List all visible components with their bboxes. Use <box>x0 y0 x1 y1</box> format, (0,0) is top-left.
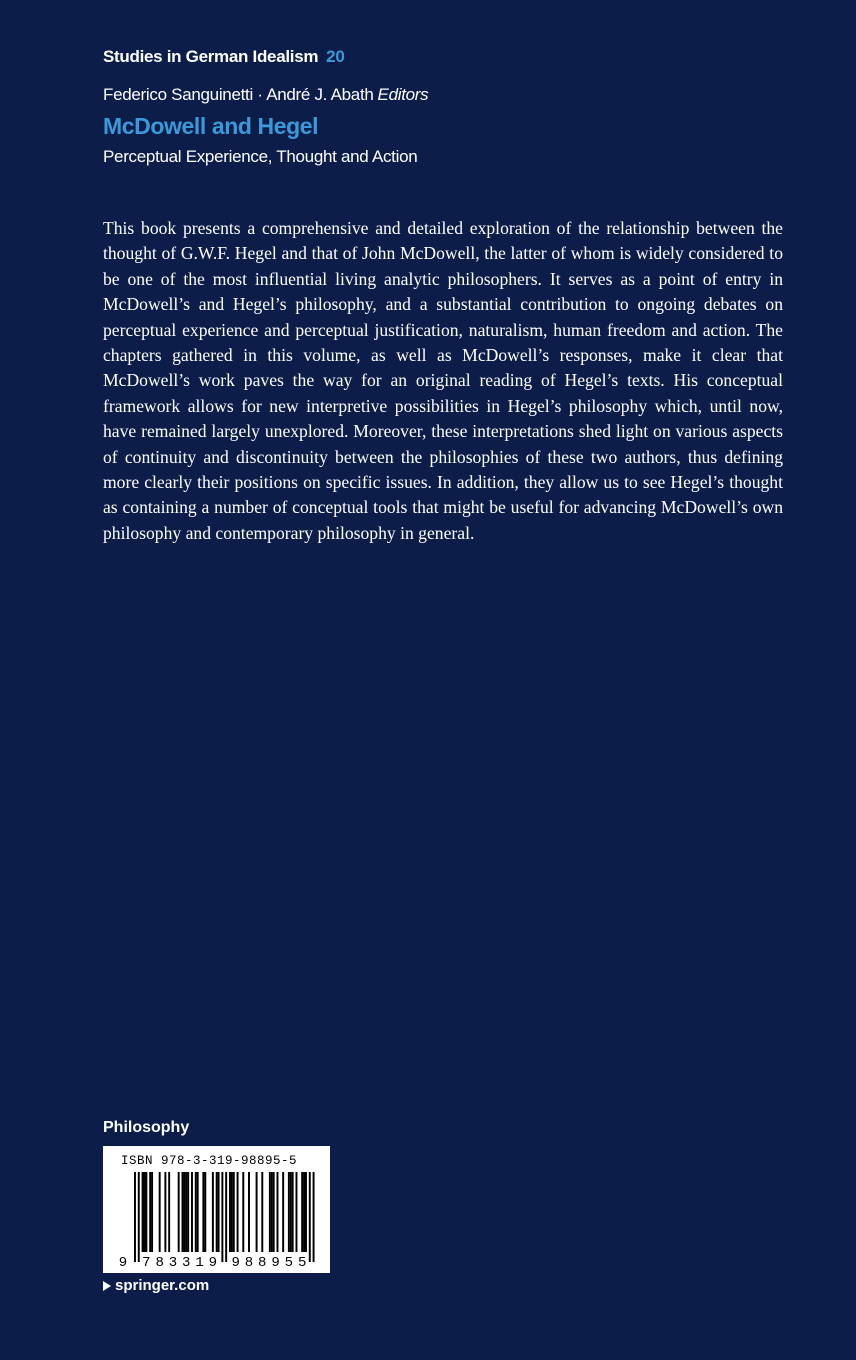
barcode <box>103 1146 330 1273</box>
ean-digit: 5 <box>297 1255 307 1271</box>
editor-names: Federico Sanguinetti · André J. Abath <box>103 85 374 104</box>
springer-link[interactable] <box>103 1277 209 1294</box>
ean-digit: 9 <box>208 1255 218 1271</box>
series-number: 20 <box>326 47 345 66</box>
triangle-arrow-icon <box>103 1281 111 1291</box>
springer-site: springer.com <box>115 1277 210 1294</box>
ean-digit: 8 <box>244 1255 254 1271</box>
ean-digit: 8 <box>258 1255 267 1271</box>
ean-digit: 7 <box>142 1255 151 1271</box>
series-line <box>103 47 344 67</box>
ean-digit: 1 <box>195 1255 204 1271</box>
book-subtitle: Perceptual Experience, Thought and Action <box>103 147 418 166</box>
isbn-text: ISBN 978-3-319-98895-5 <box>121 1154 298 1168</box>
ean-digit: 9 <box>231 1255 240 1271</box>
book-title: McDowell and Hegel <box>103 113 319 139</box>
blurb-text: This book presents a comprehensive and detailed exploration of the relationship between the thought of G.W.F. Hegel and that of John McDowell, the latter of whom is widely considered to be one of the most influential living analytic philosophers. It serves as a point of entry in McDowell’s and Hegel’s philosophy, and a substantial contribution to ongoing debates on perceptual experience and perceptual justification, naturalism, human freedom and action. The chapters gathered in this volume, as well as McDowell’s responses, make it clear that McDowell’s work paves the way for an original reading of Hegel’s texts. His conceptual framework allows for new interpretive possibilities in Hegel’s philosophy which, until now, have remained largely unexplored. Moreover, these interpretations shed light on various aspects of continuity and discontinuity between the philosophies of these two authors, thus defining more clearly their positions on specific issues. In addition, they allow us to see Hegel’s thought as containing a number of conceptual tools that might be useful for advancing McDowell’s own philosophy and contemporary philosophy in general. <box>103 218 783 543</box>
editors-role: Editors <box>377 85 429 104</box>
category-label: Philosophy <box>103 1119 190 1136</box>
ean-digits <box>103 1146 330 1273</box>
ean-digit: 9 <box>118 1255 128 1271</box>
ean-digit: 8 <box>155 1255 164 1271</box>
ean-digit: 5 <box>284 1255 294 1271</box>
ean-digit: 9 <box>271 1255 280 1271</box>
ean-digit: 3 <box>168 1255 178 1271</box>
ean-digit: 3 <box>182 1255 191 1271</box>
series-name: Studies in German Idealism <box>103 47 319 66</box>
editors-line <box>103 85 428 105</box>
